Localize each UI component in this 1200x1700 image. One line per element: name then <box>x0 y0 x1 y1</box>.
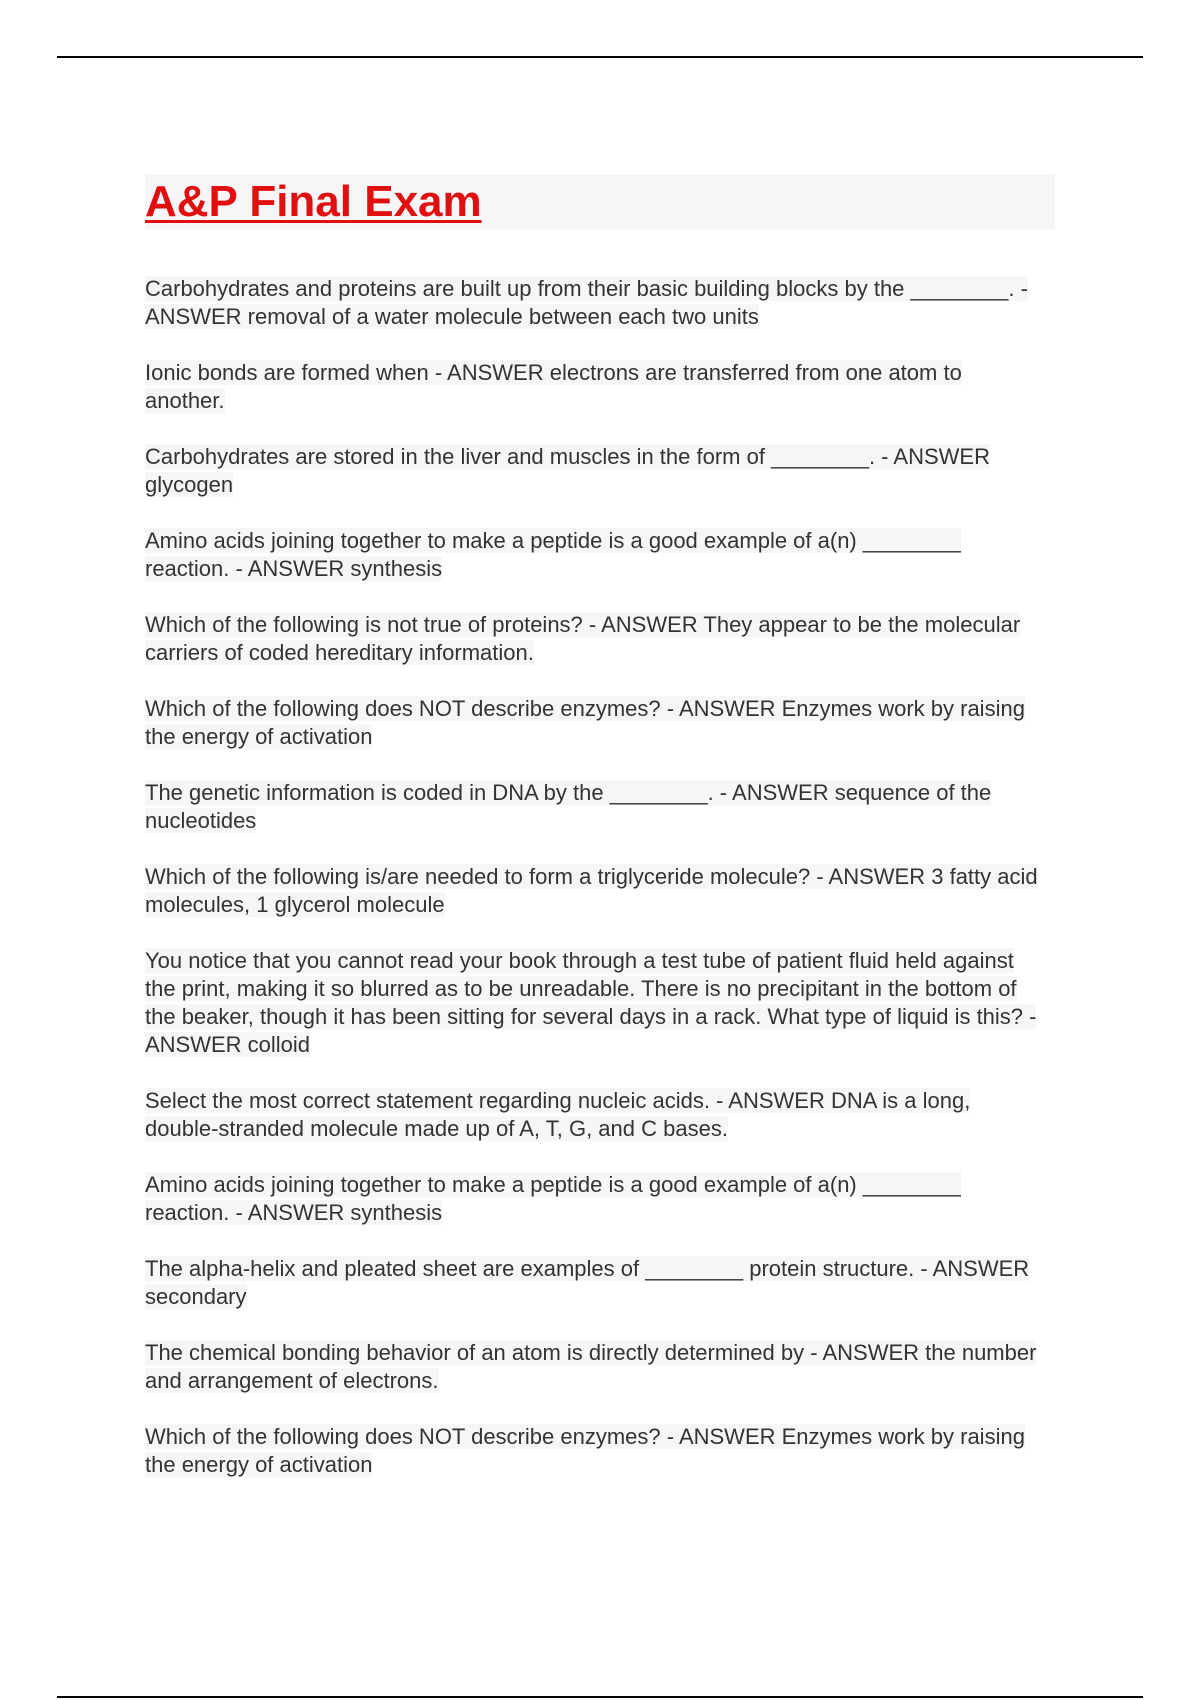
qa-item <box>145 527 1045 583</box>
qa-text: The genetic information is coded in DNA by the ________. - ANSWER sequence of the nucleotides <box>145 780 992 833</box>
qa-item <box>145 1171 1045 1227</box>
bottom-rule <box>57 1696 1143 1698</box>
qa-list <box>145 275 1055 1479</box>
qa-text: Which of the following is/are needed to form a triglyceride molecule? - ANSWER 3 fatty acid molecules, 1 glycerol molecule <box>145 864 1038 917</box>
qa-text: Amino acids joining together to make a peptide is a good example of a(n) ________ reaction. - ANSWER synthesis <box>145 1172 961 1225</box>
document-body <box>145 174 1055 1507</box>
qa-item <box>145 443 1045 499</box>
qa-text: The chemical bonding behavior of an atom is directly determined by - ANSWER the number and arrangement of electrons. <box>145 1340 1037 1393</box>
qa-item <box>145 1423 1045 1479</box>
qa-text: Select the most correct statement regarding nucleic acids. - ANSWER DNA is a long, double-stranded molecule made up of A, T, G, and C bases. <box>145 1088 971 1141</box>
qa-item <box>145 695 1045 751</box>
qa-item <box>145 947 1045 1059</box>
qa-text: Which of the following does NOT describe enzymes? - ANSWER Enzymes work by raising the energy of activation <box>145 1424 1025 1477</box>
qa-item <box>145 1087 1045 1143</box>
title-band <box>145 174 1055 229</box>
qa-item <box>145 611 1045 667</box>
top-rule <box>57 56 1143 58</box>
qa-item <box>145 275 1045 331</box>
qa-text: Amino acids joining together to make a peptide is a good example of a(n) ________ reaction. - ANSWER synthesis <box>145 528 961 581</box>
qa-text: Ionic bonds are formed when - ANSWER electrons are transferred from one atom to another. <box>145 360 962 413</box>
qa-text: Which of the following is not true of proteins? - ANSWER They appear to be the molecular carriers of coded hereditary information. <box>145 612 1021 665</box>
qa-text: Carbohydrates and proteins are built up from their basic building blocks by the ________. - ANSWER removal of a water molecule between each two units <box>145 276 1028 329</box>
qa-item <box>145 359 1045 415</box>
qa-item <box>145 1339 1045 1395</box>
document-title: A&P Final Exam <box>145 177 482 226</box>
qa-text: Carbohydrates are stored in the liver and muscles in the form of ________. - ANSWER glycogen <box>145 444 990 497</box>
qa-item <box>145 863 1045 919</box>
qa-text: Which of the following does NOT describe enzymes? - ANSWER Enzymes work by raising the energy of activation <box>145 696 1025 749</box>
qa-text: The alpha-helix and pleated sheet are examples of ________ protein structure. - ANSWER secondary <box>145 1256 1030 1309</box>
qa-item <box>145 1255 1045 1311</box>
qa-text: You notice that you cannot read your book through a test tube of patient fluid held against the print, making it so blurred as to be unreadable. There is no precipitant in the bottom of the beaker, though it has been sitting for several days in a rack. What type of liquid is this? - ANSWER colloid <box>145 948 1037 1057</box>
qa-item <box>145 779 1045 835</box>
